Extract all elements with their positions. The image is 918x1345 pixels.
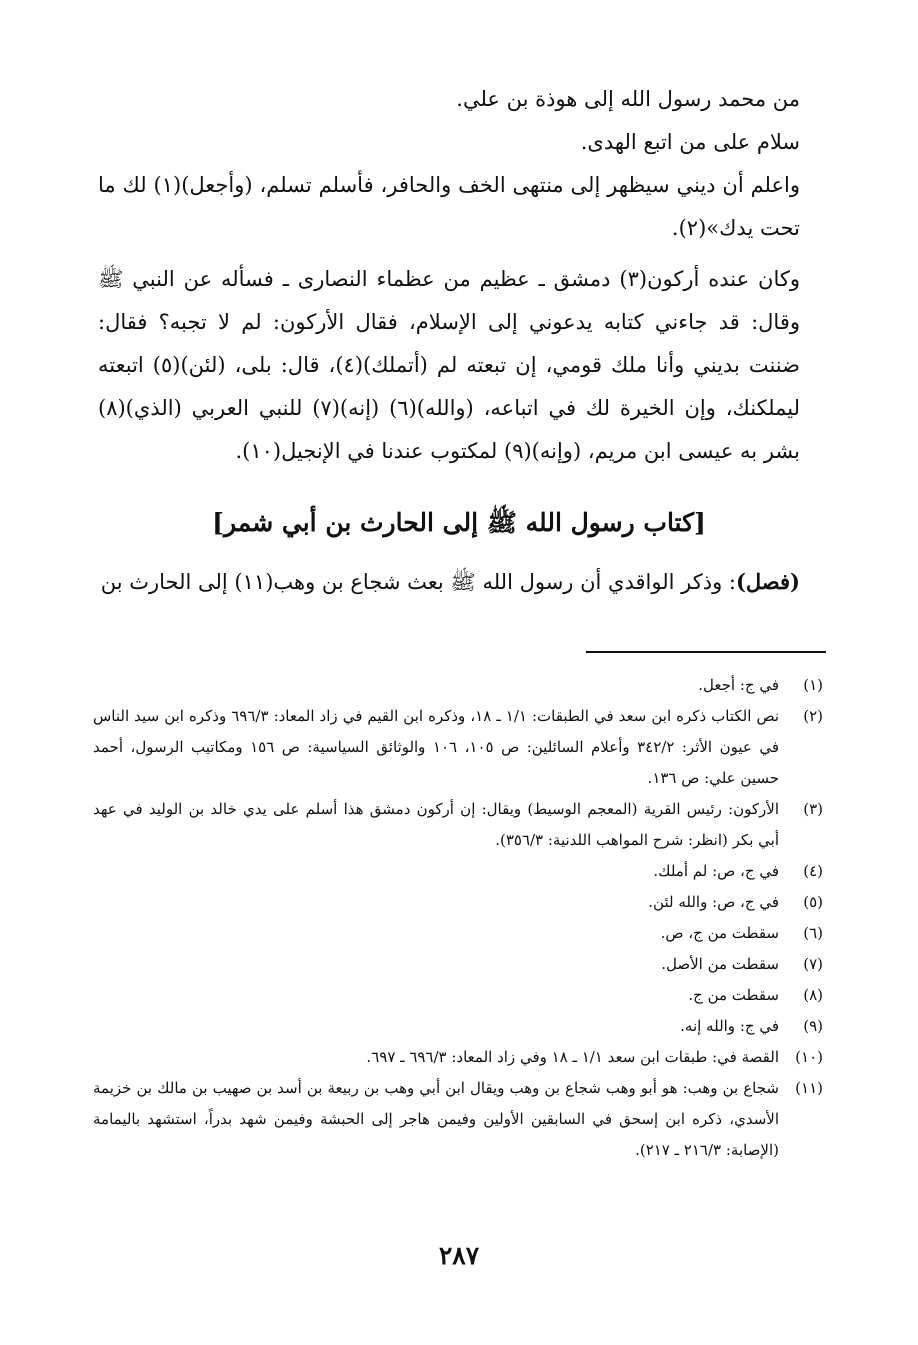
page-number: ٢٨٧	[438, 1241, 480, 1270]
footnote-number: (١)	[803, 676, 823, 694]
section-heading: [كتاب رسول الله ﷺ إلى الحارث بن أبي شمر]	[212, 508, 706, 537]
footnote-text: في ج: أجعل.	[698, 676, 779, 694]
footnote-divider	[586, 651, 826, 653]
footnote-number: (١٠)	[795, 1048, 823, 1066]
footnote	[93, 856, 823, 887]
fasl-text: : وذكر الواقدي أن رسول الله ﷺ بعث شجاع بن وهب(١١) إلى الحارث بن	[100, 570, 736, 594]
footnote-number: (٥)	[803, 893, 823, 911]
footnote-text: سقطت من ج، ص.	[660, 924, 779, 942]
footnote-text: في ج، ص: لم أملك.	[653, 862, 779, 880]
footnote-text: نص الكتاب ذكره ابن سعد في الطبقات: ١/١ ـ ١٨، وذكره ابن القيم في زاد المعاد: ٦٩٦/٣ وذكره ابن سيد الناس في عيون الأثر: ٣٤٢/٢ وأعلام السائلين: ص ١٠٥، ١٠٦ والوثائق السياسية: ص ١٥٦ ومكاتيب الرسول، أحمد حسين علي: ص ١٣٦.	[93, 707, 779, 787]
footnote-number: (٤)	[803, 862, 823, 880]
footnote	[93, 949, 823, 980]
footnote	[93, 980, 823, 1011]
footnote-text: سقطت من ج.	[688, 986, 779, 1004]
letter-opening-line: من محمد رسول الله إلى هوذة بن علي.	[456, 87, 800, 111]
letter-greeting-line: سلام على من اتبع الهدى.	[580, 130, 800, 154]
footnote-text: القصة في: طبقات ابن سعد ١/١ ـ ١٨ وفي زاد المعاد: ٦٩٦/٣ ـ ٦٩٧.	[366, 1048, 779, 1066]
footnote	[93, 1011, 823, 1042]
footnote	[93, 1042, 823, 1073]
footnote-text: في ج، ص: والله لئن.	[648, 893, 779, 911]
footnote	[93, 794, 823, 856]
footnote-number: (٧)	[803, 955, 823, 973]
footnote-number: (١١)	[795, 1079, 823, 1097]
footnote-number: (٢)	[803, 707, 823, 725]
footnote-number: (٦)	[803, 924, 823, 942]
narrative-paragraph: وكان عنده أركون(٣) دمشق ـ عظيم من عظماء النصارى ـ فسأله عن النبي ﷺ وقال: قد جاءني كتابه يدعوني إلى الإسلام، فقال الأركون: لم لا تجبه؟ فقال: ضننت بديني وأنا ملك قومي، إن تبعته لم (أتملك)(٤)، قال: بلى، (لئن)(٥) اتبعته ليملكنك، وإن الخيرة لك في اتباعه، (والله)(٦) (إنه)(٧) للنبي العربي (الذي)(٨) بشر به عيسى ابن مريم، (وإنه)(٩) لمكتوب عندنا في الإنجيل(١٠).	[98, 267, 800, 463]
footnote	[93, 1073, 823, 1166]
fasl-paragraph	[98, 560, 800, 604]
footnote-number: (٣)	[803, 800, 823, 818]
footnote	[93, 701, 823, 794]
footnote-number: (٩)	[803, 1017, 823, 1035]
footnote-text: سقطت من الأصل.	[661, 955, 779, 973]
footnote	[93, 887, 823, 918]
footnote	[93, 670, 823, 701]
main-text	[98, 78, 800, 473]
footnote-text: الأركون: رئيس القرية (المعجم الوسيط) ويقال: إن أركون دمشق هذا أسلم على يدي خالد بن الوليد في عهد أبي بكر (انظر: شرح المواهب اللدنية: ٣٥٦/٣).	[93, 800, 779, 849]
footnotes	[93, 670, 823, 1166]
footnote	[93, 918, 823, 949]
footnote-text: شجاع بن وهب: هو أبو وهب شجاع بن وهب ويقال ابن أبي وهب بن ربيعة بن أسد بن صهيب بن مالك بن خزيمة الأسدي، ذكره ابن إسحق في السابقين الأولين وفيمن هاجر إلى الحبشة وفيمن شهد بدراً، استشهد باليمامة (الإصابة: ٢١٦/٣ ـ ٢١٧).	[93, 1079, 779, 1159]
fasl-label: (فصل)	[735, 569, 800, 594]
letter-body-paragraph: واعلم أن ديني سيظهر إلى منتهى الخف والحافر، فأسلم تسلم، (وأجعل)(١) لك ما تحت يدك»(٢).	[98, 173, 800, 240]
footnote-text: في ج: والله إنه.	[680, 1017, 779, 1035]
footnote-number: (٨)	[803, 986, 823, 1004]
